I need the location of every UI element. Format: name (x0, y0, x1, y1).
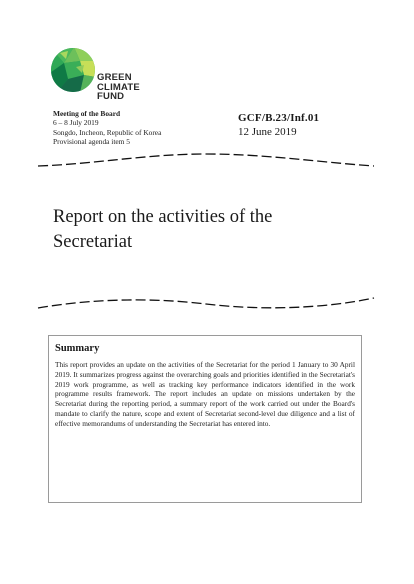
logo-line: GREEN (97, 72, 132, 83)
meeting-dates: 6 – 8 July 2019 (53, 118, 99, 128)
document-code: GCF/B.23/Inf.01 (238, 112, 320, 124)
logo-wordmark (97, 73, 140, 102)
wave-divider-top (36, 148, 376, 170)
document-date: 12 June 2019 (238, 126, 297, 138)
summary-box (48, 335, 362, 503)
wave-divider-bottom (36, 294, 376, 316)
globe-icon (50, 47, 96, 93)
meeting-location: Songdo, Incheon, Republic of Korea (53, 127, 162, 137)
summary-heading: Summary (55, 343, 100, 354)
logo-line: FUND (97, 91, 125, 102)
document-id (238, 111, 319, 139)
page-title: Report on the activities of the Secretariat (53, 207, 273, 252)
meeting-title: Meeting of the Board (53, 109, 121, 118)
meeting-agenda: Provisional agenda item 5 (53, 137, 130, 147)
meeting-info (53, 109, 161, 147)
logo-line: CLIMATE (97, 81, 140, 93)
summary-text: This report provides an update on the activities of the Secretariat for the period 1 January to 30 April 2019. It summarizes progress against the overarching goals and priorities identified in the Secretariat's 2019 work programme, as well as tracking key performance indicators identified in the work programme results framework. The report includes an update on missions undertaken by the Secretariat during the reporting period, a summary report of the work carried out under the Board's mandate to clarify the nature, scope and extent of Secretariat second-level due diligence and a list of effective memorandums of understanding the Secretariat has entered into. (55, 360, 355, 428)
gcf-logo (50, 47, 150, 107)
